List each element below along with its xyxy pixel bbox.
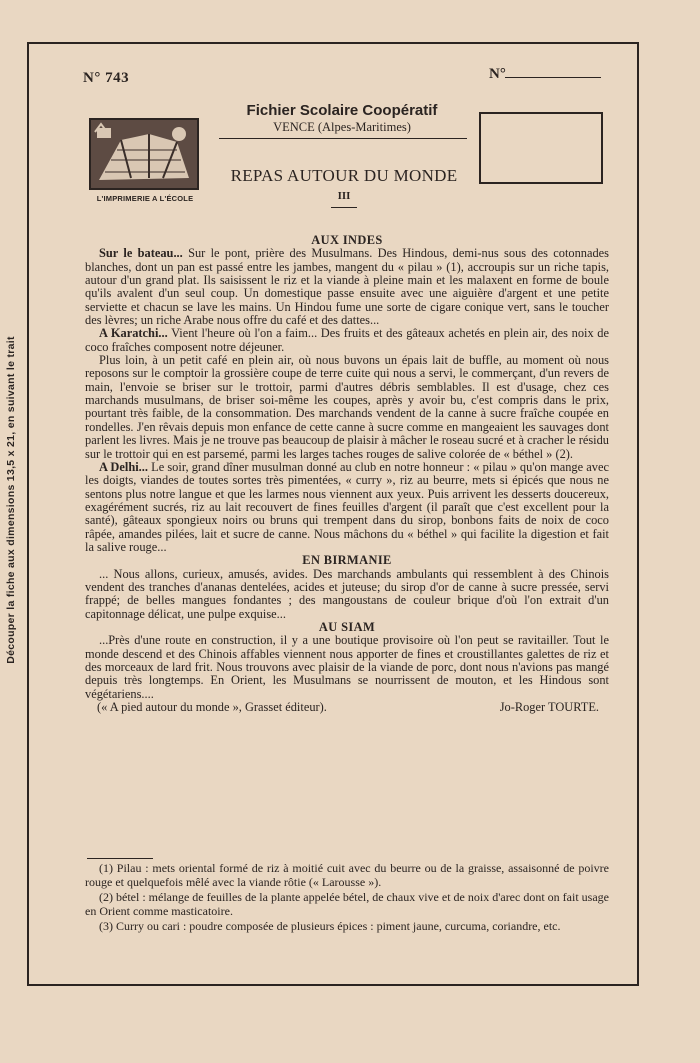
publisher-location: VENCE (Alpes-Maritimes): [273, 120, 411, 134]
paragraph-text: Vient l'heure où l'on a faim... Des fruits et des gâteaux achetés en plein air, des noix de coco fraîches composent notre déjeuner.: [85, 326, 609, 354]
paragraph-lead: A Delhi...: [99, 459, 148, 474]
header-rule: [219, 138, 467, 139]
card-number: N° 743: [83, 70, 130, 86]
school-card: [27, 42, 639, 986]
paragraph: ...Près d'une route en construction, il y a une boutique provisoire où l'on peut se ravitailler. Tout le monde descend et des Chinois affables viennent nous apporter de fines et croustillantes galettes de riz et des morceaux de lard frit. Nous trouvons avec plaisir de la viande de porc, dont nous n'avions pas mangé depuis très longtemps. En Orient, les Musulmans se nourrissent de mouton, et les Hindous sont végétariens....: [85, 633, 609, 701]
paragraph-lead: A Karatchi...: [99, 326, 168, 341]
article-body: [85, 234, 609, 714]
footnote: (2) bétel : mélange de feuilles de la plante appelée bétel, de chaux vive et de noix d'arec dont on fait usage en Orient comme masticatoire.: [85, 890, 609, 918]
source-reference: (« A pied autour du monde », Grasset éditeur).: [97, 700, 327, 715]
paragraph: [85, 247, 609, 327]
printing-press-logo: [89, 118, 199, 190]
footnotes: [85, 862, 609, 936]
paragraph: [85, 327, 609, 354]
number-field-label: N°: [489, 66, 506, 82]
stamp-box: [479, 112, 603, 184]
section-heading-siam: AU SIAM: [318, 619, 376, 634]
paragraph-lead: Sur le bateau...: [99, 246, 183, 261]
cutting-instruction: [0, 300, 22, 700]
footnote-rule: [87, 858, 153, 859]
footnote: (3) Curry ou cari : poudre composée de plusieurs épices : piment jaune, curcuma, coriandre, etc.: [99, 919, 561, 934]
footnote: (1) Pilau : mets oriental formé de riz à moitié cuit avec du beurre ou de la graisse, assaisonné de poivre rouge et quelquefois mêlé avec la viande rôtie (« Larousse »).: [85, 861, 609, 889]
section-heading-indes: AUX INDES: [311, 233, 383, 247]
part-number: III: [337, 190, 351, 202]
paragraph-text: Sur le pont, prière des Musulmans. Des Hindous, demi-nus sous des cotonnades blanches, dont un pan est passé entre les jambes, mangent du « pilau » (1), accroupis sur un riche tapis, autour d'un grand plat. Ils saisissent le riz et la viande à pleine main et les malaxent en forme de boule qu'ils avalent d'un seul coup. Un domestique passe ensuite avec une aiguière d'argent et une petite serviette et chacun se lave les mains. Un Hindou fume une sorte de cigare conique vert, sans le toucher des lèvres; un riche Arabe nous offre du café et des dattes...: [85, 246, 609, 328]
logo-caption: L'IMPRIMERIE A L'ÉCOLE: [96, 194, 194, 203]
source-credit: [85, 701, 609, 714]
publisher-title: Fichier Scolaire Coopératif: [246, 102, 438, 119]
printing-press-icon: [91, 120, 197, 188]
author-name: Jo-Roger TOURTE.: [499, 700, 599, 715]
section-heading-birmanie: EN BIRMANIE: [302, 553, 392, 568]
paragraph: [85, 461, 609, 554]
paragraph-text: Le soir, grand dîner musulman donné au club en notre honneur : « pilau » qu'on mange avec les doigts, viandes de toutes sortes très pimentées, « curry », riz au beurre, mets si épicés que nous ne sentons plus notre langue et que les larmes nous viennent aux yeux. Puis arrivent les desserts doucereux, exagérément sucrés, riz au lait recouvert de fines feuilles d'argent (il paraît que c'est excellent pour la santé), gâteaux spongieux noirs ou bruns qui trempent dans du sirop, bonbons faits de noix de coco râpée, amandes pilées, lait et sucre de canne. Nous mâchons du « béthel » qui facilite la digestion et fait la salive rouge...: [85, 459, 609, 554]
paragraph: Plus loin, à un petit café en plein air, où nous buvons un épais lait de buffle, au moment où nous reposons sur le comptoir la grossière coupe de terre cuite qui nous a servi, le commerçant, d'un revers de main, l'envoie se briser sur le trottoir, parmi d'autres débris semblables. Il est d'usage, chez ces marchands musulmans, de briser soi-même les coupes, après y avoir bu, c'est compris dans le prix, pourtant très faible, de la consommation. Des marchands vendent de la canne à sucre fraîche coupée en rondelles. J'en rêvais depuis mon enfance de cette canne à sucre comme en mangeaient les sauvages dont parlent les livres. Mais je ne trouve pas beaucoup de plaisir à mâcher le roseau sucré et à cracher le résidu sur le trottoir qui en est parsemé, parmi les larges taches rouges de salive colorée de « béthel » (2).: [85, 353, 609, 461]
number-field-line: [505, 77, 601, 78]
part-rule: [331, 207, 357, 208]
paragraph: ... Nous allons, curieux, amusés, avides. Des marchands ambulants qui ressemblent à des Chinois vendent des tranches d'ananas dentelées, acides et juteuse; du sirop d'or de canne à sucre pressée, servi frappé; de belles mangues fondantes ; des mangoustans de couleur brique d'où l'on extrait d'un capitonnage délicat, une pulpe exquise...: [85, 566, 609, 621]
card-title: REPAS AUTOUR DU MONDE: [230, 166, 458, 185]
cutting-instruction-text: Découper la fiche aux dimensions 13,5 x 21, en suivant le trait: [5, 336, 17, 664]
